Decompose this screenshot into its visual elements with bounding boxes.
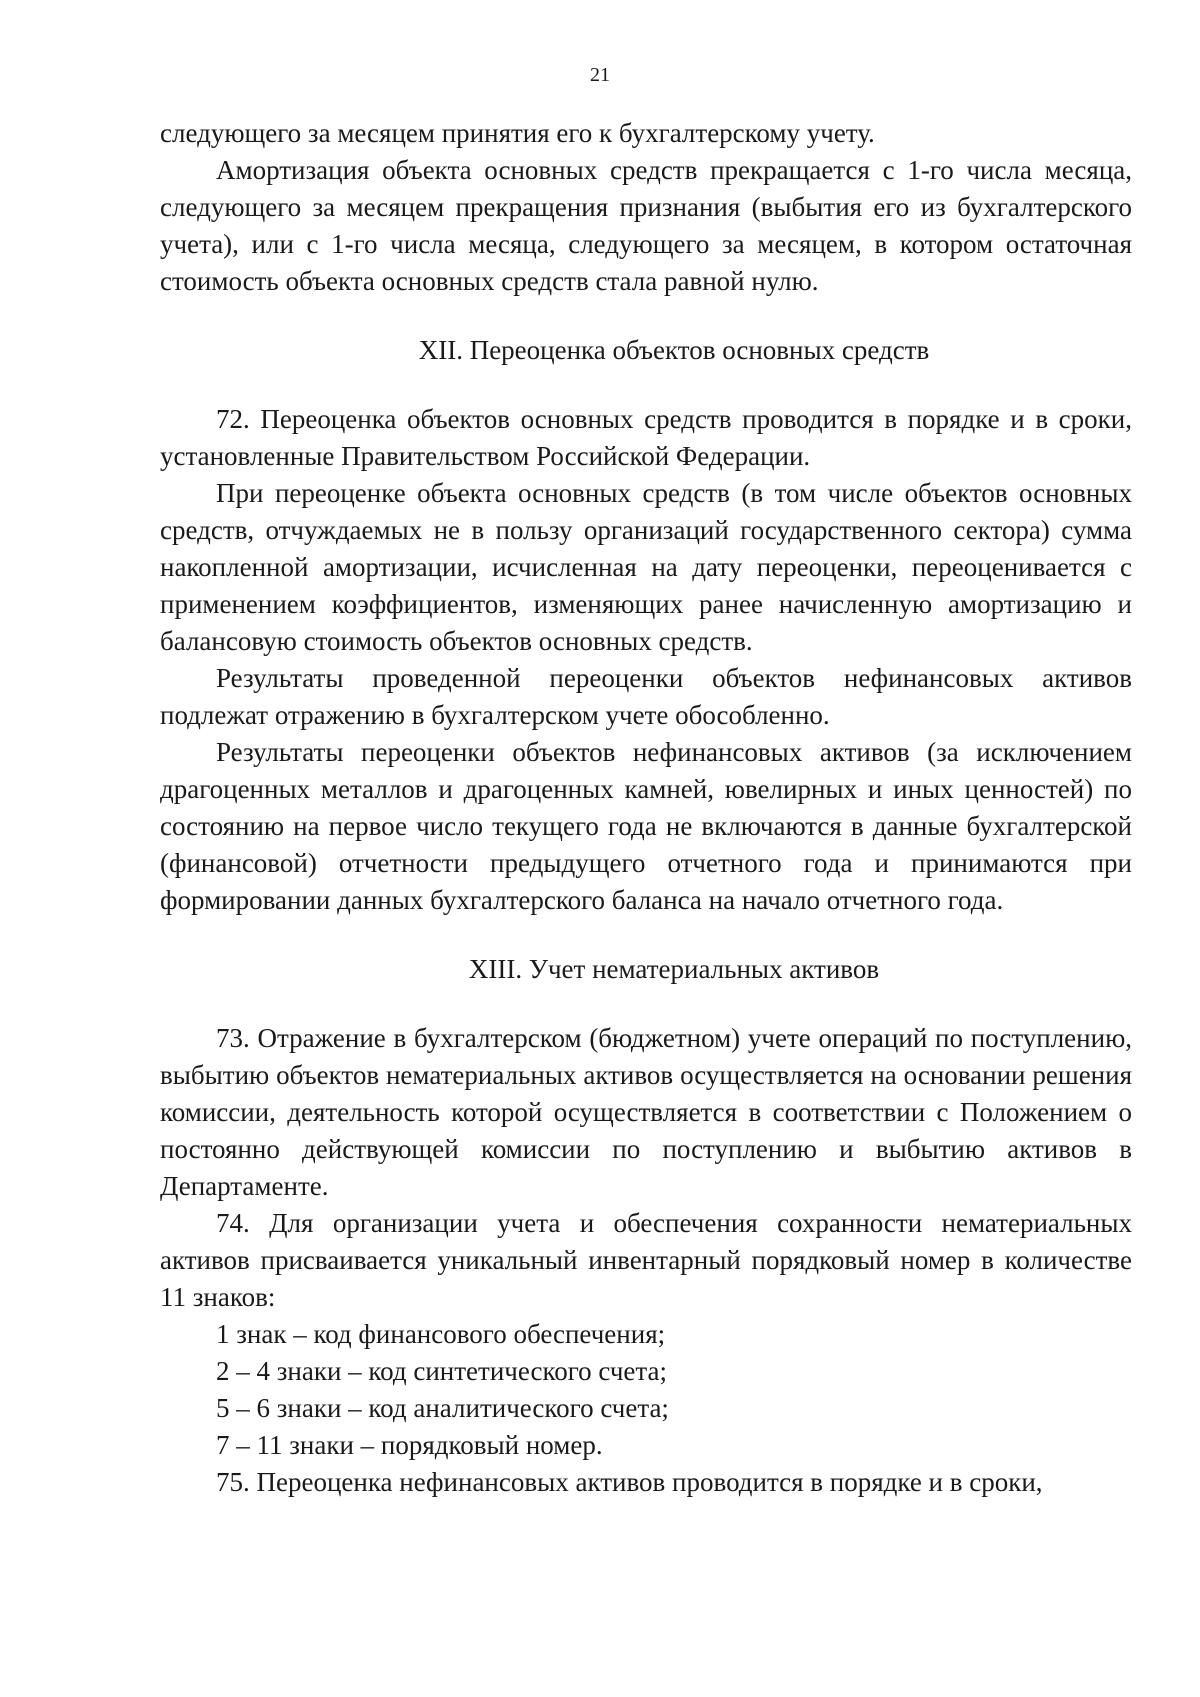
section-heading-13: XIII. Учет нематериальных активов — [468, 954, 880, 984]
paragraph-73: 73. Отражение в бухгалтерском (бюджетном) учете операций по поступлению, выбытию объектов нематериальных активов осуществляется на основании решения комиссии, деятельность которой осуществляется в соответствии с Положением о постоянно действующей комиссии по поступлению и выбытию активов в Департаменте. — [160, 1023, 1132, 1201]
list-item: 2 – 4 знаки – код синтетического счета; — [216, 1356, 668, 1386]
list-item: 7 – 11 знаки – порядковый номер. — [216, 1430, 603, 1460]
paragraph-depreciation-end: Амортизация объекта основных средств прекращается с 1-го числа месяца, следующего за месяцем прекращения признания (выбытия его из бухгалтерского учета), или с 1-го числа месяца, следующего за месяцем, в котором остаточная стоимость объекта основных средств стала равной нулю. — [160, 155, 1132, 296]
paragraph-revaluation-results: Результаты проведенной переоценки объектов нефинансовых активов подлежат отражению в бухгалтерском учете обособленно. — [160, 663, 1132, 730]
section-heading-12: XII. Переоценка объектов основных средств — [418, 335, 930, 365]
list-item: 1 знак – код финансового обеспечения; — [216, 1319, 666, 1349]
paragraph-revaluation-reporting: Результаты переоценки объектов нефинансовых активов (за исключением драгоценных металлов и драгоценных камней, ювелирных и иных ценностей) по состоянию на первое число текущего года не включаются в данные бухгалтерской (финансовой) отчетности предыдущего отчетного года и принимаются при формировании данных бухгалтерского баланса на начало отчетного года. — [160, 737, 1132, 915]
page-number: 21 — [590, 64, 610, 86]
list-item: 5 – 6 знаки – код аналитического счета; — [216, 1393, 669, 1423]
paragraph-74: 74. Для организации учета и обеспечения сохранности нематериальных активов присваивается уникальный инвентарный порядковый номер в количестве 11 знаков: — [160, 1208, 1132, 1312]
document-body — [160, 115, 1132, 1501]
paragraph-75: 75. Переоценка нефинансовых активов проводится в порядке и в сроки, — [216, 1467, 1043, 1497]
paragraph-72: 72. Переоценка объектов основных средств проводится в порядке и в сроки, установленные Правительством Российской Федерации. — [160, 404, 1132, 471]
paragraph-continuation: следующего за месяцем принятия его к бухгалтерскому учету. — [160, 118, 875, 148]
paragraph-revaluation-depreciation: При переоценке объекта основных средств (в том числе объектов основных средств, отчуждаемых не в пользу организаций государственного сектора) сумма накопленной амортизации, исчисленная на дату переоценки, переоценивается с применением коэффициентов, изменяющих ранее начисленную амортизацию и балансовую стоимость объектов основных средств. — [160, 478, 1132, 656]
